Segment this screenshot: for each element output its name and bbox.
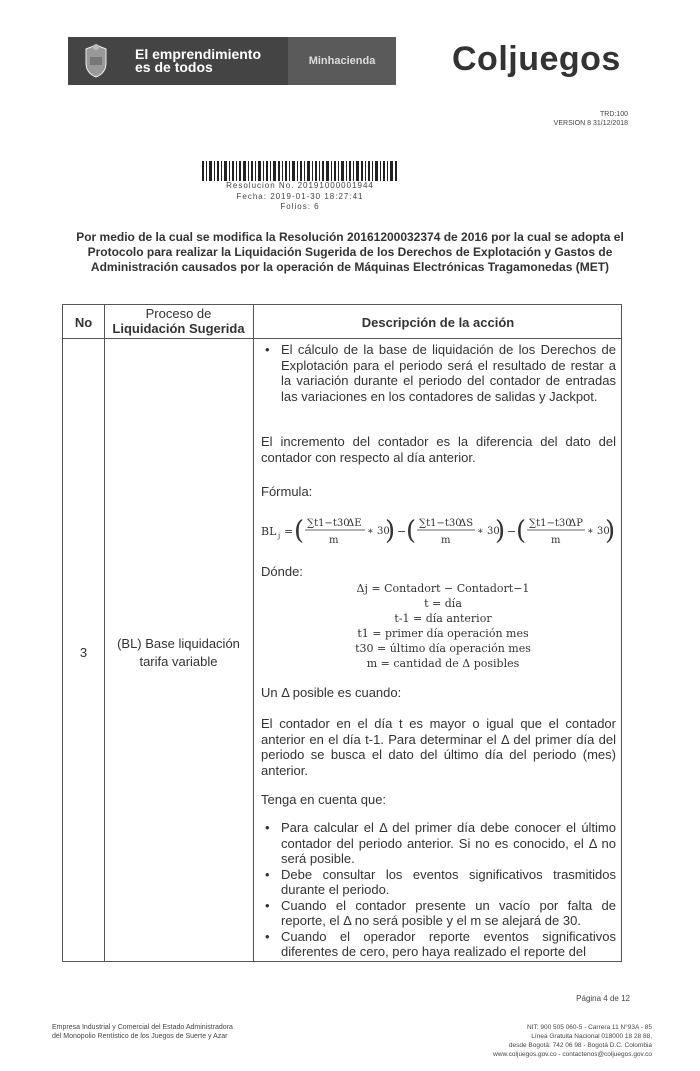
definition-m: m = cantidad de Δ posibles [366,657,520,670]
definition-t1: t1 = primer día operación mes [357,627,529,640]
svg-text:−: − [397,525,407,538]
row-proceso [104,635,253,671]
resolution-date: Fecha: 2019-01-30 18:27:41 [236,191,364,201]
paragraph-incremento: El incremento del contador es la diferencia del dato del contador con respecto al día anterior. [261,434,616,465]
trd-code: TRD:100 [599,111,628,118]
header-no: No [74,315,93,330]
resolution-number: Resolucion No. 20191000001944 [226,181,374,190]
list-item [261,867,616,898]
formula-sum-p: ∑t1−t30 [529,518,572,529]
footer-web-email: www.coljuegos.gov.co - contactenos@coljuegos.gov.co [493,1051,652,1058]
list-item [261,898,616,929]
list-item-text: Cuando el contador presente un vacío por falta de reporte, el Δ no será posible y el m se alejará de 30. [281,897,616,928]
footer-company [52,1023,233,1041]
list-item-text: Para calcular el Δ del primer día debe conocer el último contador del periodo anterior. Si no es conocido, el Δ no será posible. [281,820,616,866]
bullet-icon: • [265,897,270,913]
row-number: 3 [79,645,88,660]
footer-phone-line: Línea Gratuita Nacional 018000 18 28 88, [531,1033,652,1040]
donde-definitions [293,581,593,671]
ministry-label: Minhacienda [288,37,396,85]
formula-sum-e: ∑t1−t30 [307,518,350,529]
header-proceso-line-1: Proceso de [145,306,212,321]
row-proceso-line-2: tarifa variable [139,654,218,669]
bullet-calculo [261,342,616,404]
column-divider [104,305,105,961]
radicado-info [210,181,390,213]
column-divider [253,305,254,961]
footer-bogota-phone: desde Bogotá: 742 06 98 - Bogotá D.C. Colombia [508,1042,652,1049]
bullet-icon: • [265,342,270,357]
list-item-text: Debe consultar los eventos significativos trasmitidos durante el periodo. [281,866,616,897]
row-proceso-line-1: (BL) Base liquidación [117,636,240,651]
svg-text:): ) [385,516,396,546]
svg-text:(: ( [406,516,417,546]
coljuegos-logo: Coljuegos [452,40,621,78]
footer-contact [422,1023,652,1059]
header-proceso [104,306,253,336]
donde-label: Dónde: [261,564,303,579]
svg-text:(: ( [294,516,305,546]
footer-address: NIT: 900 505 060-5 - Carrera 11 N°93A - 85 [527,1024,652,1031]
footer-company-line-1: Empresa Industrial y Comercial del Estado Administradora [52,1024,233,1031]
svg-text:=: = [284,525,294,538]
definition-t: t = día [424,597,462,610]
header-divider [63,338,621,339]
header-proceso-line-2: Liquidación Sugerida [112,321,245,336]
bullet-icon: • [265,928,270,944]
bullet-calculo-text: El cálculo de la base de liquidación de los Derechos de Explotación para el periodo será el resultado de restar a la variación durante el periodo del contador de entradas las variaciones en los contadores de salidas y Jackpot. [281,342,616,404]
formula-m-3: m [551,535,561,546]
folios-count: Folios: 6 [280,202,320,211]
slogan-line-2: es de todos [135,59,213,75]
svg-text:): ) [495,516,506,546]
document-version [554,110,628,128]
formula-times-3: ∗ 30 [587,526,610,537]
definition-delta: Δj = Contadort − Contadort−1 [356,582,530,595]
page-number: Página 4 de 12 [576,994,630,1003]
slogan-line-1: El emprendimiento [135,46,262,62]
government-slogan [135,48,285,74]
version-text: VERSION 8 31/12/2018 [553,120,628,127]
formula-label: Fórmula: [261,484,313,499]
formula-sum-s: ∑t1−t30 [419,518,462,529]
formula-m-2: m [441,535,451,546]
bullet-icon: • [265,820,270,835]
formula-delta-p: ΔP [569,518,583,529]
definition-t30: t30 = último día operación mes [355,642,531,655]
formula-lhs: BL [261,525,277,538]
document-title: Por medio de la cual se modifica la Resolución 20161200032374 de 2016 por la cual se adopta el Protocolo para realizar la Liquidación Sugerida de los Derechos de Explotación y Gastos de Administración causados por la operación de Máquinas Electrónicas Tragamonedas (MET) [76,230,624,274]
header-descripcion: Descripción de la acción [361,315,515,330]
coat-of-arms-icon [76,41,116,81]
svg-text:−: − [507,525,517,538]
formula-m-1: m [329,535,339,546]
bullet-icon: • [265,866,270,882]
procedure-table [62,304,622,962]
definition-t-1: t-1 = día anterior [394,612,492,625]
footer-company-line-2: del Monopolio Rentístico de los Juegos de Suerte y Azar [52,1033,228,1040]
formula-equation [261,509,616,553]
svg-text:(: ( [516,516,527,546]
paragraph-contador: El contador en el día t es mayor o igual que el contador anterior en el día t-1. Para determinar el Δ del primer día del periodo se busca el dato del último día del periodo (mes) anterior. [261,716,616,778]
formula-times-2: ∗ 30 [477,526,500,537]
formula-times-1: ∗ 30 [367,526,390,537]
barcode-icon [202,161,398,181]
svg-text:): ) [605,516,616,546]
delta-posible-label: Un Δ posible es cuando: [261,685,402,700]
list-item-text: Cuando el operador reporte eventos significativos diferentes de cero, pero haya realizado el reporte del [281,928,616,959]
formula-lhs-sub: j [278,532,281,540]
considerations-list [261,820,616,960]
tenga-label: Tenga en cuenta que: [261,792,387,807]
list-item [261,820,616,867]
formula-delta-e: ΔE [347,518,362,529]
formula-delta-s: ΔS [459,518,474,529]
list-item [261,929,616,960]
